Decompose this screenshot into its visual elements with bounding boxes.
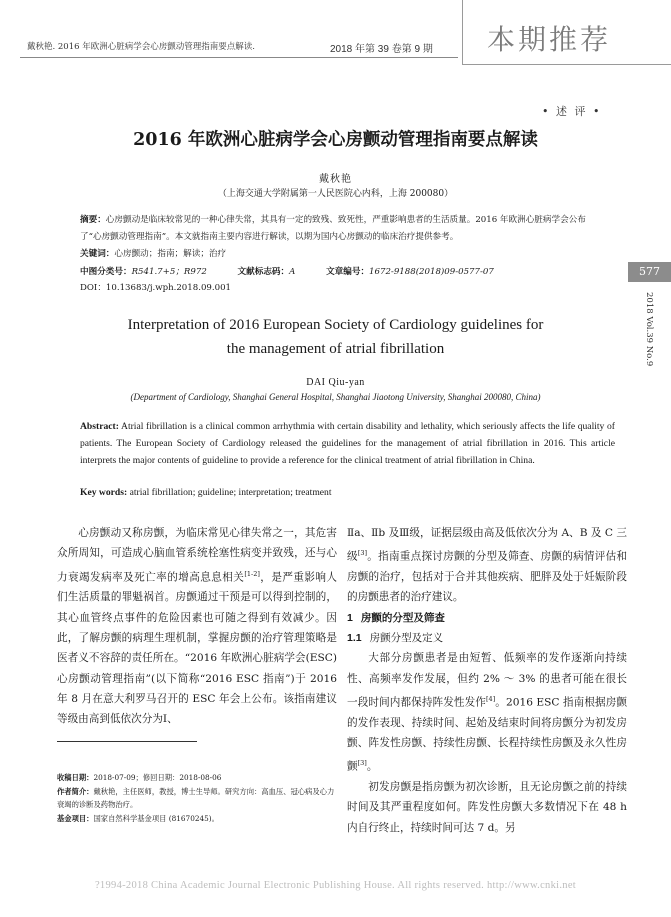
affiliation-en: (Department of Cardiology, Shanghai General Hospital, Shanghai Jiaotong University, Shanghai 200080, China) [130, 392, 541, 402]
citation-ref: [1-2] [244, 569, 260, 578]
abstract-en [80, 418, 615, 470]
citation-ref: [3] [357, 759, 367, 768]
section-number: 1 [347, 611, 353, 624]
abstract-en-label: Abstract: [80, 421, 119, 432]
doc-code-label: 文献标志码： [237, 267, 290, 277]
author-en: DAI Qiu-yan [306, 377, 365, 388]
paragraph [347, 523, 627, 608]
keywords-en-label: Key words: [80, 487, 128, 498]
abstract-cn-text [80, 212, 600, 246]
article-title-cn: 2016 年欧洲心脏病学会心房颤动管理指南要点解读 [133, 130, 538, 150]
footnote-label: 基金项目： [57, 813, 94, 823]
footnote-text: 国家自然科学基金项目 (81670245)。 [93, 813, 219, 823]
footnote [57, 771, 337, 825]
paragraph-text: 。2016 ESC 指南根据房颤的发作表现、持续时间、起始及结束时间将房颤分为初发房颤、阵发性房颤、持续性房颤、长程持续性房颤及永久性房颤 [347, 696, 627, 773]
paragraph [347, 648, 627, 777]
paragraph-text: 。 [366, 760, 378, 773]
article-no-field [326, 267, 494, 277]
abstract-cn-label: 摘要： [80, 215, 106, 225]
column-tag: • 述 评 • [542, 105, 602, 118]
doi: DOI：10.13683/j.wph.2018.09.001 [80, 283, 232, 293]
section-title: 房颤分型及定义 [369, 632, 444, 645]
page-number-tab: 577 [628, 262, 671, 282]
copyright-watermark: ?1994-2018 China Academic Journal Electronic Publishing House. All rights reserved. http://www.cnki.net [94, 880, 577, 891]
footnote-label: 作者简介： [57, 786, 94, 796]
header-rule [20, 57, 458, 58]
clc-label: 中图分类号： [80, 267, 132, 277]
keywords-cn-label: 关键词： [80, 249, 115, 259]
clc-value: R541.7+5；R972 [131, 267, 207, 277]
section-number: 1.1 [347, 632, 362, 645]
running-header-issue: 2018 年第 39 卷第 9 期 [330, 44, 433, 55]
footnote-received [57, 771, 337, 785]
author-cn: 戴秋艳 [319, 174, 352, 185]
affiliation-cn: （上海交通大学附属第一人民医院心内科，上海 200080） [217, 189, 454, 199]
doc-code-value: A [289, 267, 296, 277]
keywords-en [80, 487, 332, 498]
footnote-label: 收稿日期： [57, 773, 94, 782]
article-title-en [0, 313, 671, 361]
body-column-left [57, 523, 337, 730]
paragraph-text: 心房颤动又称房颤，为临床常见心律失常之一，其危害众所周知，可造成心脑血管系统栓塞性病变并致残，还与心力衰竭发病率及死亡率的增高息息相关 [57, 527, 337, 584]
section-brand-label: 本期推荐 [487, 23, 612, 56]
paragraph-text: ，是严重影响人们生活质量的罪魁祸首。房颤通过干预是可以得到控制的，其心血管终点事件的危险因素也可随之得到有效减少。因此，了解房颤的病理生理机制，掌握房颤的治疗管理策略是医者义不容辞的责任所在。“2016 年欧洲心脏病学会(ESC) 心房颤动管理指南”(以下简称“2016 ESC 指南”)于 2016 年 8 月在意大利罗马召开的 ESC 年会上公布。该指南建议等级由高到低依次分为Ⅰ、 [57, 571, 338, 726]
abstract-en-body: Atrial fibrillation is a clinical common arrhythmia with certain disability and lethality, which seriously affects the life quality of patients. The European Society of Cardiology released the guidelines for the management of atrial fibrillation in 2016. This article interprets the major contents of guideline to provide a reference for the clinical treatment of atrial fibrillation in China. [80, 421, 615, 467]
vertical-issue-label: 2018 Vol.39 No.9 [644, 292, 654, 367]
body-column-right [347, 523, 627, 838]
citation-ref: [3] [357, 549, 368, 558]
keywords-en-body: atrial fibrillation; guideline; interpretation; treatment [127, 487, 332, 498]
keywords-cn [80, 246, 600, 263]
paragraph [57, 523, 337, 730]
footnote-rule [57, 741, 197, 742]
article-title-en-line1: Interpretation of 2016 European Society of Cardiology guidelines for [127, 317, 544, 333]
section-heading-1 [347, 608, 627, 628]
running-header-citation: 戴秋艳. 2016 年欧洲心脏病学会心房颤动管理指南要点解读. [27, 42, 255, 52]
footnote-text: 2018-07-09；修回日期：2018-08-06 [93, 773, 222, 782]
citation-ref: [4] [485, 694, 496, 703]
clc-field [80, 267, 207, 277]
paragraph-text: Ⅱa、Ⅱb 及Ⅲ级，证据层级由高及低依次分为 A、B 及 C 三级 [347, 527, 627, 563]
keywords-cn-body: 心房颤动；指南；解读；治疗 [114, 249, 227, 259]
abstract-cn-body: 心房颤动是临床较常见的一种心律失常，其具有一定的致残、致死性，严重影响患者的生活质量。2016 年欧洲心脏病学会公布了“心房颤动管理指南”。本文就指南主要内容进行解读，以期为国内心房颤动的临床治疗提供参考。 [80, 215, 586, 242]
section-heading-1-1 [347, 628, 627, 648]
article-no-label: 文章编号： [326, 267, 370, 277]
article-title-en-line2: the management of atrial fibrillation [226, 341, 445, 357]
footnote-text: 戴秋艳，主任医师，教授，博士生导师。研究方向：高血压、冠心病及心力衰竭的诊断及药物治疗。 [57, 786, 335, 809]
article-no-value: 1672-9188(2018)09-0577-07 [369, 267, 494, 277]
paragraph: 初发房颤是指房颤为初次诊断，且无论房颤之前的持续时间及其严重程度如何。阵发性房颤大多数情况下在 48 h 内自行终止，持续时间可达 7 d。另 [347, 781, 627, 834]
footnote-fund [57, 812, 337, 826]
section-title: 房颤的分型及筛查 [360, 611, 445, 624]
paragraph-text: 大部分房颤患者是由短暂、低频率的发作逐渐向持续性、高频率发作发展，但约 2% ～ 3% 的患者可能在很长一段时间内都保持阵发性发作 [347, 652, 627, 709]
paragraph-text: 。指南重点探讨房颤的分型及筛查、房颤的病情评估和房颤的治疗，包括对于合并其他疾病、肥胖及处于妊娠阶段的房颤患者的治疗建议。 [347, 550, 628, 604]
footnote-author [57, 785, 337, 812]
doc-code-field [238, 267, 296, 277]
abstract-cn [80, 212, 600, 263]
classification-row [80, 264, 600, 281]
